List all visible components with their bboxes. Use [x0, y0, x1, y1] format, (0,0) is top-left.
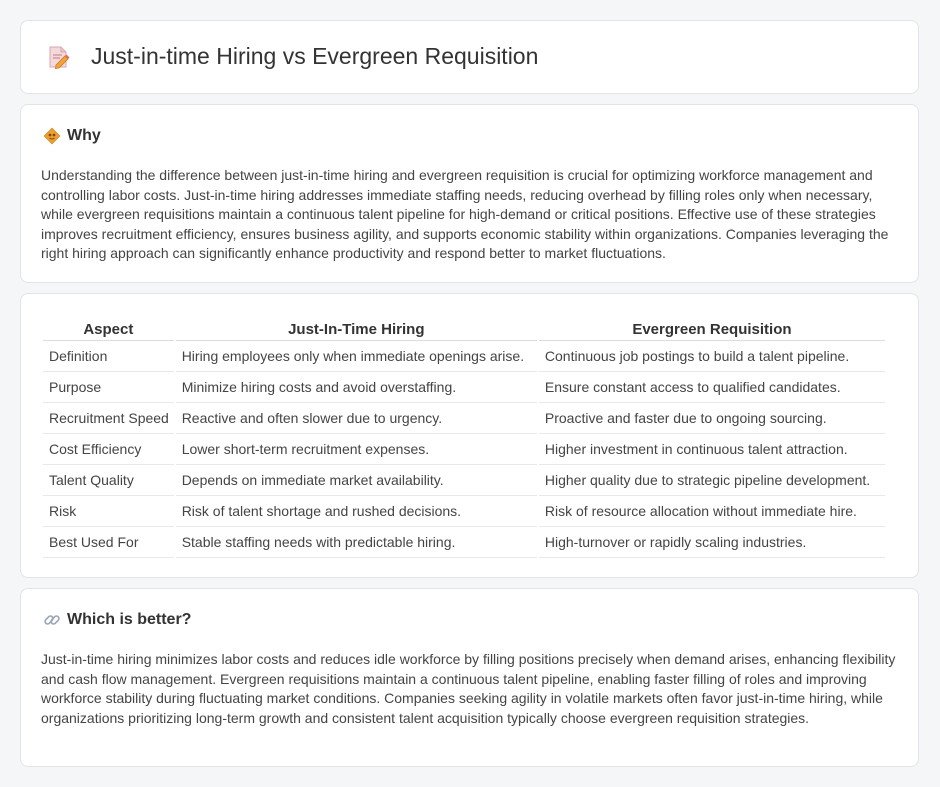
table-row — [43, 403, 885, 434]
aspect-cell: Risk — [43, 496, 174, 527]
comparison-table — [41, 314, 887, 558]
table-row — [43, 527, 885, 558]
why-heading: Why — [67, 127, 101, 144]
title-card — [20, 20, 919, 94]
better-header — [43, 611, 191, 629]
better-card — [20, 588, 919, 767]
evergreen-cell: High-turnover or rapidly scaling industries. — [539, 527, 885, 558]
better-text: Just-in-time hiring minimizes labor costs and reduces idle workforce by filling positions precisely when demand arises, enhancing flexibility and cash flow management. Evergreen requisitions maintain a continuous talent pipeline, enabling faster filling of roles and improving workforce stability during fluctuating market conditions. Companies seeking agility in volatile markets often favor just-in-time hiring, while organizations prioritizing long-term growth and consistent talent acquisition typically choose evergreen requisition strategies. — [41, 651, 896, 726]
evergreen-cell: Risk of resource allocation without immediate hire. — [539, 496, 885, 527]
just-in-time-cell: Risk of talent shortage and rushed decisions. — [176, 496, 537, 527]
aspect-cell: Talent Quality — [43, 465, 174, 496]
just-in-time-cell: Lower short-term recruitment expenses. — [176, 434, 537, 465]
document-pencil-icon — [45, 44, 71, 70]
table-row — [43, 465, 885, 496]
diamond-sign-icon — [43, 127, 61, 145]
just-in-time-cell: Hiring employees only when immediate openings arise. — [176, 341, 537, 372]
just-in-time-cell: Stable staffing needs with predictable hiring. — [176, 527, 537, 558]
why-text: Understanding the difference between just-in-time hiring and evergreen requisition is crucial for optimizing workforce management and controlling labor costs. Just-in-time hiring addresses immediate staffing needs, reducing overhead by filling roles only when necessary, while evergreen requisitions maintain a continuous talent pipeline for high-demand or critical positions. Effective use of these strategies improves recruitment efficiency, ensures business agility, and supports economic stability within organizations. Companies leveraging the right hiring approach can significantly enhance productivity and respond better to market fluctuations. — [41, 167, 889, 262]
evergreen-cell: Continuous job postings to build a talent pipeline. — [539, 341, 885, 372]
aspect-cell: Definition — [43, 341, 174, 372]
aspect-cell: Purpose — [43, 372, 174, 403]
why-card — [20, 104, 919, 283]
table-row — [43, 372, 885, 403]
table-header-row — [43, 314, 885, 341]
header-evergreen: Evergreen Requisition — [539, 314, 885, 341]
just-in-time-cell: Depends on immediate market availability. — [176, 465, 537, 496]
evergreen-cell: Higher investment in continuous talent attraction. — [539, 434, 885, 465]
better-heading: Which is better? — [67, 611, 192, 628]
evergreen-cell: Ensure constant access to qualified candidates. — [539, 372, 885, 403]
header-just-in-time: Just-In-Time Hiring — [176, 314, 537, 341]
table-row — [43, 434, 885, 465]
page-title: Just-in-time Hiring vs Evergreen Requisition — [91, 43, 539, 69]
evergreen-cell: Higher quality due to strategic pipeline development. — [539, 465, 885, 496]
header-aspect: Aspect — [43, 314, 174, 341]
aspect-cell: Cost Efficiency — [43, 434, 174, 465]
link-icon — [43, 611, 61, 629]
title-row — [45, 43, 538, 70]
aspect-cell: Best Used For — [43, 527, 174, 558]
just-in-time-cell: Minimize hiring costs and avoid overstaffing. — [176, 372, 537, 403]
comparison-card — [20, 293, 919, 578]
table-row — [43, 341, 885, 372]
table-row — [43, 496, 885, 527]
aspect-cell: Recruitment Speed — [43, 403, 174, 434]
evergreen-cell: Proactive and faster due to ongoing sourcing. — [539, 403, 885, 434]
just-in-time-cell: Reactive and often slower due to urgency. — [176, 403, 537, 434]
why-header — [43, 127, 101, 145]
